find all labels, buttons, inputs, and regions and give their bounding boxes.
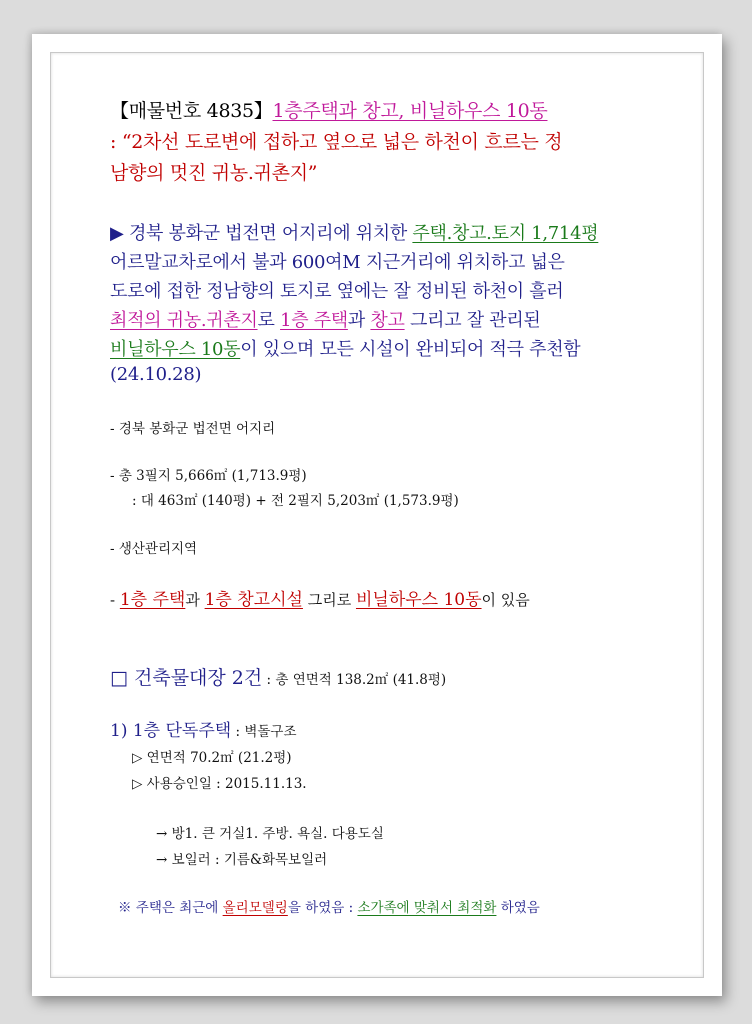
building-register-header [110,663,446,690]
building-item-1-title: 1) 1층 단독주택 [110,721,232,741]
note-remodel: 올리모델링 [222,900,288,916]
summary-text: 로 [257,310,281,331]
note-text: 을 하였음 : [287,900,358,916]
facilities-text: - [110,591,120,609]
building-rooms: → 방1. 큰 거실1. 주방. 욕실. 다용도실 [156,826,384,842]
summary-highlight-house: 1층 주택 [280,310,348,331]
facilities-text: 그리로 [302,591,356,609]
detail-facilities [110,585,530,610]
summary-highlight-farm: 최적의 귀농.귀촌지 [110,310,258,331]
facilities-text: 과 [185,591,205,609]
note-text: 하였음 [496,900,540,916]
note-optimized: 소가족에 맞춰서 최적화 [357,900,497,916]
summary-highlight-property: 주택.창고.토지 1,714평 [412,223,599,244]
building-floor-area: ▷ 연면적 70.2㎡ (21.2평) [132,750,292,766]
summary-date: (24.10.28) [110,364,202,385]
title-line [110,96,548,123]
summary-text: ▶ 경북 봉화군 법전면 어지리에 위치한 [110,223,413,244]
facilities-text: 이 있음 [481,591,530,609]
detail-location: - 경북 봉화군 법전면 어지리 [110,421,276,437]
summary-line-1 [110,219,598,245]
summary-text: 그리고 잘 관리된 [404,310,541,331]
summary-line-2: 어르말교차로에서 불과 600여M 지근거리에 위치하고 넓은 [110,252,565,273]
facility-greenhouse: 비닐하우스 10동 [355,590,482,610]
note-text: ※ 주택은 최근에 [118,900,223,916]
facility-house: 1층 주택 [119,590,186,610]
detail-area-breakdown: : 대 463㎡ (140평) + 전 2필지 5,203㎡ (1,573.9평) [132,493,459,509]
summary-text: 이 있으며 모든 시설이 완비되어 적극 추천함 [240,339,581,360]
summary-line-4 [110,306,541,332]
building-register-title: □ 건축물대장 2건 [110,667,263,689]
summary-highlight-greenhouse: 비닐하우스 10동 [110,339,241,360]
building-register-total: : 총 연면적 138.2㎡ (41.8평) [262,672,447,688]
summary-highlight-storage: 창고 [370,310,405,331]
remodel-note [118,896,540,916]
building-boiler: → 보일러 : 기름&화목보일러 [156,852,328,868]
title-highlight: 1층주택과 창고, 비닐하우스 10동 [272,100,548,122]
detail-area-total: - 총 3필지 5,666㎡ (1,713.9평) [110,468,307,484]
facility-storage: 1층 창고시설 [204,590,303,610]
building-item-1-structure: : 벽돌구조 [231,724,297,740]
summary-line-3: 도로에 접한 정남향의 토지로 옆에는 잘 정비된 하천이 흘러 [110,281,564,302]
building-approval-date: ▷ 사용승인일 : 2015.11.13. [132,776,307,792]
building-item-1 [110,716,296,741]
summary-text: 과 [347,310,371,331]
document-frame [32,34,722,996]
title-subtitle-1: : “2차선 도로변에 접하고 옆으로 넓은 하천이 흐르는 정 [110,131,563,153]
listing-number: 【매물번호 4835】 [110,100,273,122]
detail-zone: - 생산관리지역 [110,541,198,557]
title-subtitle-2: 남향의 멋진 귀농.귀촌지” [110,162,318,184]
summary-line-5 [110,335,580,361]
